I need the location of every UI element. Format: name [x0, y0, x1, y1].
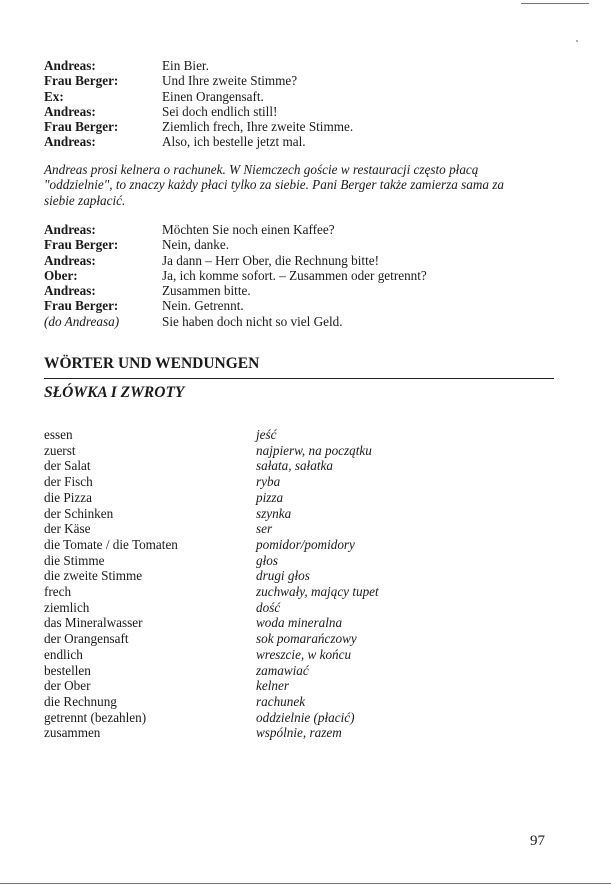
speaker: Frau Berger: — [44, 237, 119, 253]
german-term: die zweite Stimme — [44, 568, 143, 584]
dialog-line — [44, 268, 427, 283]
german-term: frech — [44, 584, 72, 600]
polish-note: Andreas prosi kelnera o rachunek. W Niemczech goście w restauracji często płacą "oddzielnie", to znaczy każdy płaci tylko za siebie. Pani Berger także zamierza sama za siebie zapłacić. — [44, 162, 504, 208]
german-term: bestellen — [44, 662, 91, 678]
vocab-row — [44, 458, 379, 474]
dialog-line — [44, 104, 353, 119]
polish-term: jeść — [256, 427, 277, 442]
section-heading: WÖRTER UND WENDUNGEN — [44, 355, 260, 372]
polish-term: sałata, sałatka — [256, 458, 333, 474]
speaker: Andreas: — [44, 252, 96, 268]
polish-term: drugi głos — [256, 568, 310, 584]
speaker: Andreas: — [44, 103, 96, 119]
polish-term: pizza — [256, 489, 284, 505]
german-term: der Ober — [44, 678, 91, 694]
vocab-row — [44, 490, 379, 506]
polish-term: dość — [256, 599, 281, 615]
german-term: endlich — [44, 646, 83, 662]
german-term: der Fisch — [44, 474, 93, 490]
section-subheading: SŁÓWKA I ZWROTY — [44, 384, 185, 401]
line-text: Also, ich bestelle jetzt mal. — [162, 134, 306, 150]
dialog-two — [44, 222, 427, 329]
polish-term: szynka — [256, 505, 292, 521]
polish-term: pomidor/pomidory — [256, 536, 355, 552]
line-text: Einen Orangensaft. — [162, 88, 264, 104]
polish-term: zuchwały, mający tupet — [256, 584, 379, 600]
german-term: essen — [44, 427, 73, 442]
speaker: Andreas: — [44, 58, 96, 73]
speaker: Frau Berger: — [44, 298, 119, 314]
dialog-line — [44, 237, 427, 252]
german-term: der Schinken — [44, 505, 114, 521]
speaker: Frau Berger: — [44, 73, 119, 89]
vocab-row — [44, 537, 379, 553]
vocab-row — [44, 663, 379, 679]
polish-term: zamawiać — [256, 662, 309, 678]
heading-rule — [44, 378, 554, 379]
line-text: Zusammen bitte. — [162, 283, 251, 299]
top-border-line — [521, 3, 589, 4]
vocab-row — [44, 443, 379, 459]
polish-term: rachunek — [256, 693, 306, 709]
german-term: der Salat — [44, 458, 91, 474]
german-term: ziemlich — [44, 599, 90, 615]
vocab-row — [44, 427, 379, 443]
polish-term: oddzielnie (płacić) — [256, 709, 355, 725]
german-term: die Pizza — [44, 489, 92, 505]
vocab-row — [44, 694, 379, 710]
german-term: der Käse — [44, 521, 91, 537]
vocab-row — [44, 678, 379, 694]
dialog-line — [44, 134, 353, 149]
polish-term: ser — [256, 521, 273, 537]
dialog-line — [44, 283, 427, 298]
bottom-border-line — [0, 883, 611, 884]
vocab-row — [44, 631, 379, 647]
dialog-line — [44, 58, 353, 73]
dialog-line — [44, 298, 427, 313]
line-text: Sei doch endlich still! — [162, 103, 278, 119]
speaker: Andreas: — [44, 222, 96, 237]
vocab-row — [44, 710, 379, 726]
vocab-row — [44, 584, 379, 600]
vocab-row — [44, 615, 379, 631]
vocab-row — [44, 474, 379, 490]
german-term: die Rechnung — [44, 693, 117, 709]
page-number: 97 — [530, 833, 545, 849]
dialog-one — [44, 58, 353, 150]
german-term: die Stimme — [44, 552, 105, 568]
vocabulary-list — [44, 427, 379, 741]
polish-term: głos — [256, 552, 278, 568]
line-text: Ziemlich frech, Ihre zweite Stimme. — [162, 119, 354, 135]
vocab-row — [44, 521, 379, 537]
dialog-line — [44, 89, 353, 104]
scan-speck — [576, 40, 578, 42]
line-text: Ein Bier. — [162, 58, 209, 73]
vocab-row — [44, 725, 379, 741]
polish-term: woda mineralna — [256, 615, 343, 631]
vocab-row — [44, 506, 379, 522]
german-term: der Orangensaft — [44, 631, 129, 647]
dialog-line — [44, 119, 353, 134]
vocab-row — [44, 600, 379, 616]
line-text: Nein, danke. — [162, 237, 230, 253]
polish-term: wspólnie, razem — [256, 725, 342, 741]
vocab-row — [44, 553, 379, 569]
line-text: Sie haben doch nicht so viel Geld. — [162, 313, 343, 329]
german-term: zuerst — [44, 442, 76, 458]
dialog-line — [44, 73, 353, 88]
stage-direction: (do Andreasa) — [44, 313, 120, 329]
speaker: Frau Berger: — [44, 119, 119, 135]
speaker: Ex: — [44, 88, 64, 104]
vocab-row — [44, 647, 379, 663]
german-term: die Tomate / die Tomaten — [44, 536, 178, 552]
polish-term: ryba — [256, 474, 281, 490]
polish-term: sok pomarańczowy — [256, 631, 357, 647]
line-text: Ja, ich komme sofort. – Zusammen oder getrennt? — [162, 267, 427, 283]
dialog-line — [44, 253, 427, 268]
dialog-line — [44, 222, 427, 237]
line-text: Nein. Getrennt. — [162, 298, 244, 314]
dialog-line — [44, 314, 427, 329]
polish-term: wreszcie, w końcu — [256, 646, 352, 662]
german-term: das Mineralwasser — [44, 615, 143, 631]
german-term: zusammen — [44, 725, 101, 741]
vocab-row — [44, 568, 379, 584]
polish-term: kelner — [256, 678, 289, 694]
speaker: Ober: — [44, 267, 78, 283]
polish-term: najpierw, na początku — [256, 442, 372, 458]
speaker: Andreas: — [44, 283, 96, 299]
speaker: Andreas: — [44, 134, 96, 150]
german-term: getrennt (bezahlen) — [44, 709, 147, 725]
line-text: Und Ihre zweite Stimme? — [162, 73, 298, 89]
line-text: Ja dann – Herr Ober, die Rechnung bitte! — [162, 252, 379, 268]
line-text: Möchten Sie noch einen Kaffee? — [162, 222, 335, 237]
